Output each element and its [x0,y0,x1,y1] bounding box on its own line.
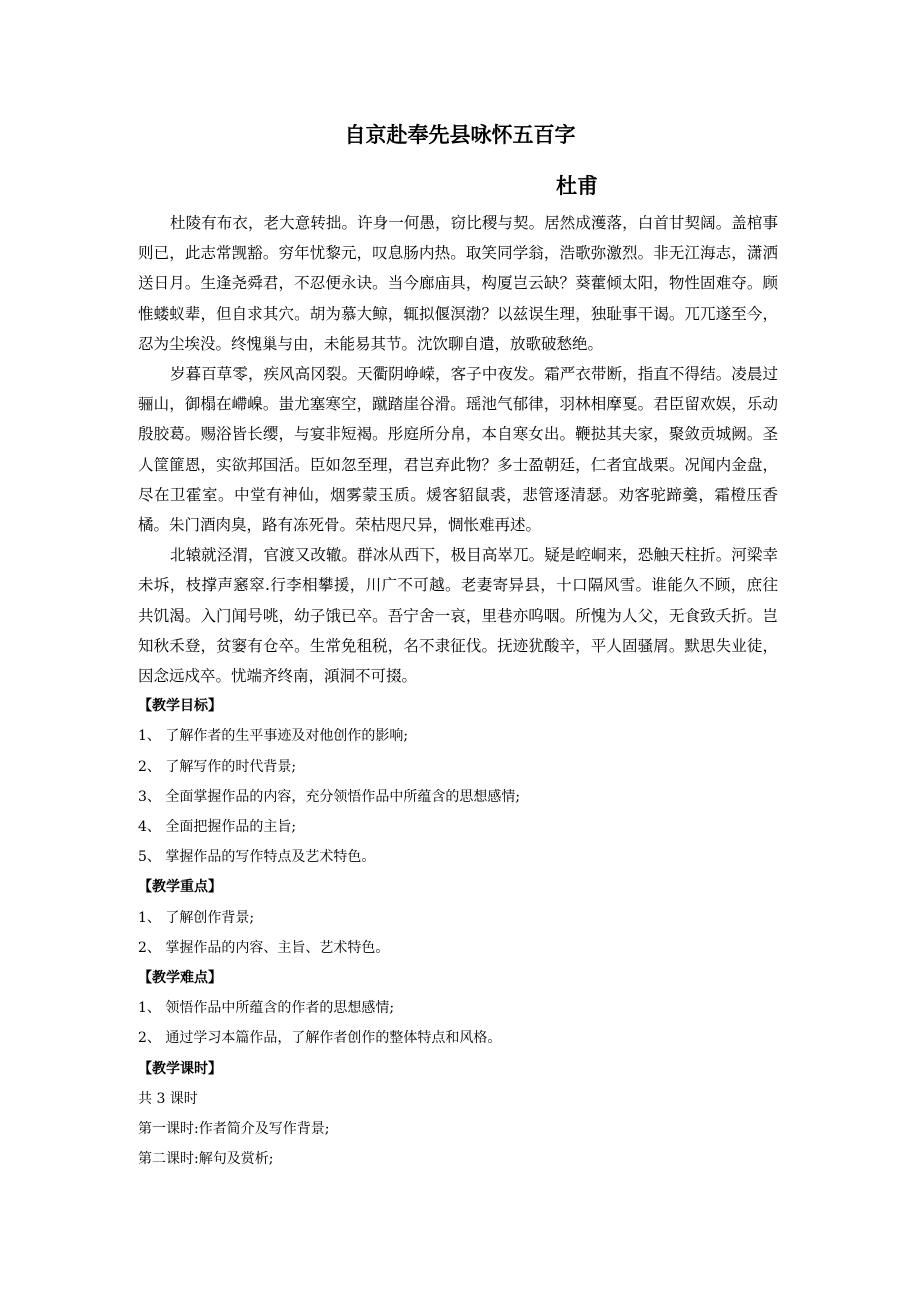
hours-item: 第一课时:作者简介及写作背景; [138,1121,330,1138]
goals-heading: 【教学目标】 [138,698,222,715]
focus-item: 2、 掌握作品的内容、主旨、艺术特色。 [138,939,390,956]
document-body [138,208,778,1175]
document-title: 自京赴奉先县咏怀五百字 [344,123,576,147]
focus-heading: 【教学重点】 [138,879,222,896]
author-name: 杜甫 [556,174,598,198]
hours-heading: 【教学课时】 [138,1060,222,1077]
difficulty-item: 1、 领悟作品中所蕴含的作者的思想感情; [138,1000,395,1017]
goals-item: 5、 掌握作品的写作特点及艺术特色。 [138,849,376,866]
hours-item: 第二课时:解句及赏析; [138,1151,274,1168]
poem-paragraph-3: 北辕就泾渭，官渡又改辙。群冰从西下，极目高崒兀。疑是崆峒来，恐触天柱折。河梁幸未坼，枝撑声窸窣.行李相攀援，川广不可越。老妻寄异县，十口隔风雪。谁能久不顾，庶往共饥渴。入门闻号咷，幼子饿已卒。吾宁舍一哀，里巷亦呜咽。所愧为人父，无食致夭折。岂知秋禾登，贫窭有仓卒。生常免租税，名不隶征伐。抚迹犹酸辛，平人固骚屑。默思失业徒，因念远戍卒。忧端齐终南，澒洞不可掇。 [138,546,778,686]
hours-item: 共 3 课时 [138,1090,198,1107]
goals-item: 4、 全面把握作品的主旨; [138,819,297,836]
difficulty-item: 2、 通过学习本篇作品，了解作者创作的整体特点和风格。 [138,1030,502,1047]
difficulty-heading: 【教学难点】 [138,970,222,987]
goals-item: 3、 全面掌握作品的内容，充分领悟作品中所蕴含的思想感情; [138,788,521,805]
goals-item: 1、 了解作者的生平事迹及对他创作的影响; [138,728,409,745]
focus-item: 1、 了解创作背景; [138,909,255,926]
poem-paragraph-1: 杜陵有布衣，老大意转拙。许身一何愚，窃比稷与契。居然成濩落，白首甘契阔。盖棺事则已，此志常觊豁。穷年忧黎元，叹息肠内热。取笑同学翁，浩歌弥激烈。非无江海志，潇洒送日月。生逢尧舜君，不忍便永诀。当今廊庙具，构厦岂云缺？葵藿倾太阳，物性固难夺。顾惟蝼蚁辈，但自求其穴。胡为慕大鲸，辄拟偃溟渤？以兹误生理，独耻事干谒。兀兀遂至今，忍为尘埃没。终愧巢与由，未能易其节。沈饮聊自遣，放歌破愁绝。 [138,214,778,353]
goals-item: 2、 了解写作的时代背景; [138,758,297,775]
poem-paragraph-2: 岁暮百草零，疾风高冈裂。天衢阴峥嵘，客子中夜发。霜严衣带断，指直不得结。凌晨过骊山，御榻在嵽嵲。蚩尤塞寒空，蹴踏崖谷滑。瑶池气郁律，羽林相摩戛。君臣留欢娱，乐动殷胶葛。赐浴皆长缨，与宴非短褐。彤庭所分帛，本自寒女出。鞭挞其夫家，聚敛贡城阙。圣人筐篚恩，实欲邦国活。臣如忽至理，君岂弃此物？多士盈朝廷，仁者宜战栗。况闻内金盘，尽在卫霍室。中堂有神仙，烟雾蒙玉质。煖客貂鼠裘，悲管逐清瑟。劝客驼蹄羹，霜橙压香橘。朱门酒肉臭，路有冻死骨。荣枯咫尺异，惆怅难再述。 [138,365,778,535]
